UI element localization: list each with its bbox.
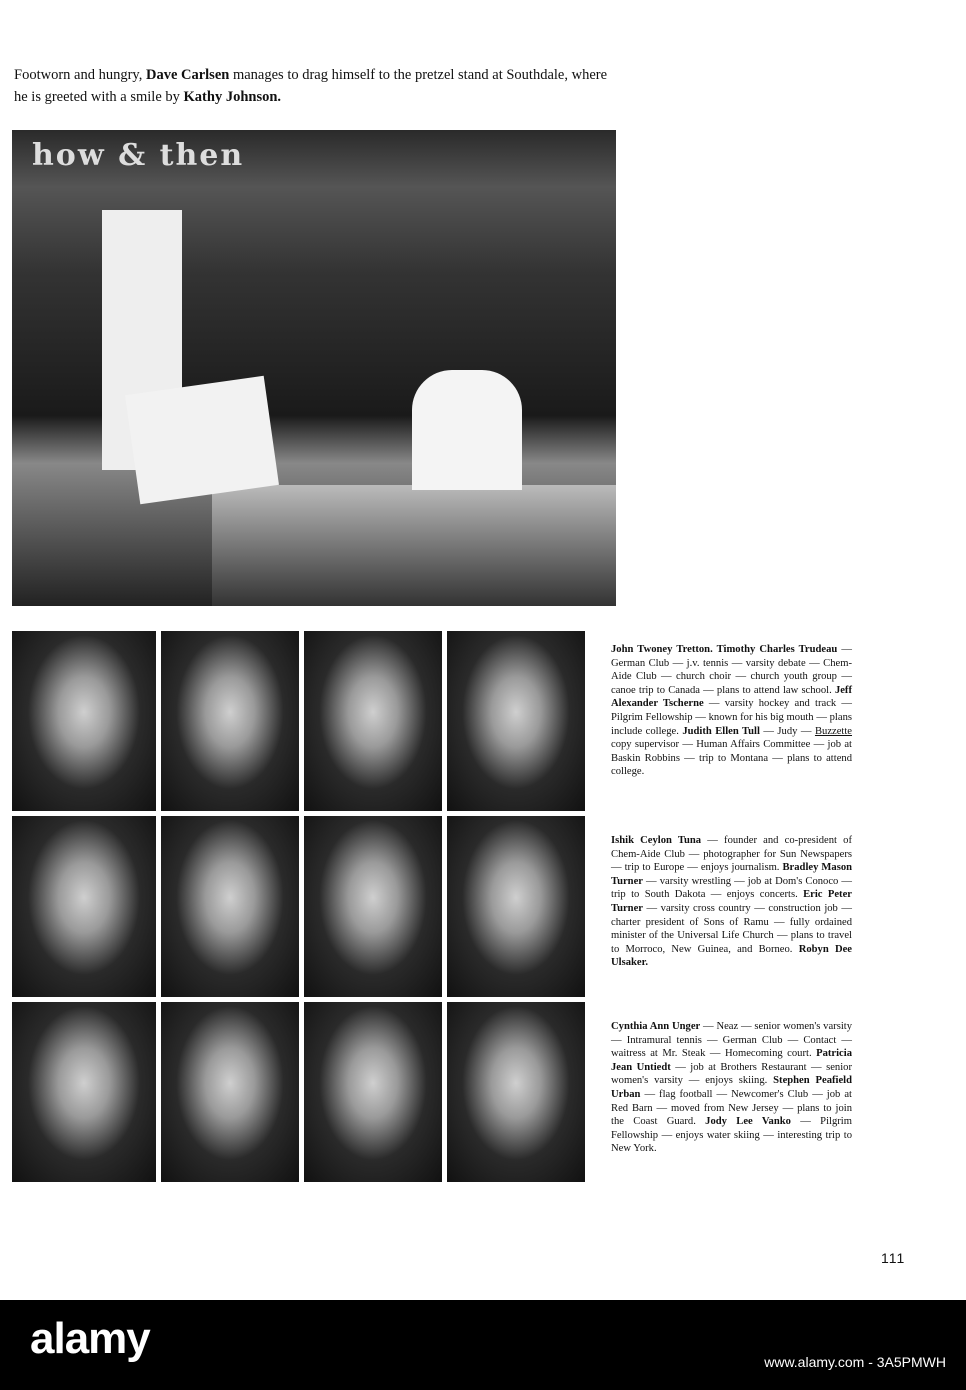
photo-caption <box>14 64 624 108</box>
counter <box>212 485 616 606</box>
portrait-6 <box>161 816 299 997</box>
portrait-2 <box>161 631 299 811</box>
student-name: Stephen Peafield Urban <box>611 1075 852 1100</box>
portrait-grid <box>12 631 585 1182</box>
page-number: 111 <box>881 1250 906 1266</box>
student-name: Patricia Jean Untiedt <box>611 1048 852 1073</box>
candid-photo <box>12 130 616 606</box>
student-name: Jeff Alexander Tscherne <box>611 684 852 710</box>
student-name: Bradley Mason Turner <box>611 862 853 887</box>
bio-text: Footworn and hungry, <box>14 67 146 83</box>
bio-text: — varsity hockey and track — Pilgrim Fellowship — known for his big mouth — plans include college. <box>611 698 852 737</box>
store-sign: how & then <box>32 138 245 173</box>
pretzel-box <box>125 376 279 504</box>
portrait-9 <box>12 1002 156 1182</box>
portrait-11 <box>304 1002 442 1182</box>
bio-text: — varsity cross country — construction job — charter president of Sons of Ramu — fully ordained minister of the Universal Life Church — plans to travel to Morroco, New Guinea, and Borneo. <box>611 902 852 955</box>
watermark-logo: alamy <box>30 1314 150 1363</box>
student-name: Eric Peter Turner <box>611 889 852 914</box>
portrait-5 <box>12 816 156 997</box>
bio-text: — German Club — j.v. tennis — varsity debate — Chem-Aide Club — church choir — church youth group — canoe trip to Canada — plans to attend law school. <box>611 644 852 696</box>
bio-text: — flag football — Newcomer's Club — job at Red Barn — moved from New Jersey — plans to join the Coast Guard. <box>611 1088 852 1128</box>
bio-text: manages to drag himself to the pretzel stand at Southdale, where he is greeted with a smile by <box>14 67 608 105</box>
student-name: Judith Ellen Tull <box>682 725 760 737</box>
student-name: Robyn Dee Ulsaker. <box>611 943 852 969</box>
bio-text: — Neaz — senior women's varsity — Intramural tennis — German Club — Contact — waitress at Mr. Steak — Homecoming court. <box>611 1021 853 1060</box>
bio-text: — job at Brothers Restaurant — senior women's varsity — enjoys skiing. <box>611 1061 852 1087</box>
bio-block-2 <box>611 834 852 970</box>
student-name: John Twoney Tretton. Timothy Charles Trudeau <box>611 644 838 655</box>
portrait-3 <box>304 631 442 811</box>
watermark-bar <box>0 1300 966 1390</box>
portrait-10 <box>161 1002 299 1182</box>
student-name: Jody Lee Vanko <box>705 1116 791 1128</box>
portrait-4 <box>447 631 585 811</box>
watermark-ref: www.alamy.com - 3A5PMWH <box>764 1354 946 1370</box>
bio-text: — Judy — <box>759 725 815 737</box>
student-name: Cynthia Ann Unger <box>611 1021 701 1032</box>
bio-text: Buzzette <box>814 725 853 737</box>
portrait-12 <box>447 1002 585 1182</box>
portrait-7 <box>304 816 442 997</box>
bio-block-1 <box>611 643 852 779</box>
bio-text: — varsity wrestling — job at Dom's Conoco — trip to South Dakota — enjoys concerts. <box>611 875 852 901</box>
server-figure <box>412 370 522 490</box>
bio-text: copy supervisor — Human Affairs Committee — job at Baskin Robbins — trip to Montana — plans to attend college. <box>611 739 852 778</box>
bio-text: — founder and co-president of Chem-Aide Club — photographer for Sun Newspapers — trip to Europe — enjoys journalism. <box>611 835 852 874</box>
portrait-1 <box>12 631 156 811</box>
student-name: Kathy Johnson. <box>183 89 282 105</box>
bio-text: — Pilgrim Fellowship — enjoys water skiing — interesting trip to New York. <box>611 1116 852 1155</box>
portrait-8 <box>447 816 585 997</box>
student-name: Dave Carlsen <box>145 67 230 83</box>
student-name: Ishik Ceylon Tuna <box>611 835 702 846</box>
bio-block-3 <box>611 1020 852 1156</box>
